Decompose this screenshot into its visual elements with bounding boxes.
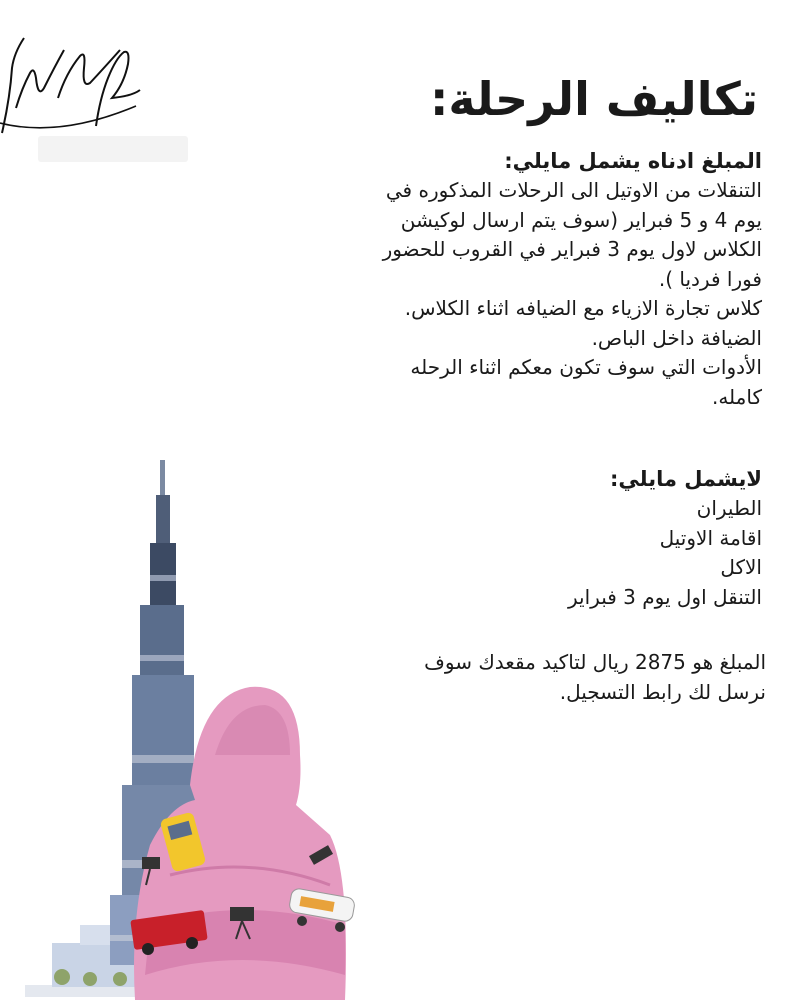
- excluded-section: [322, 464, 762, 612]
- excluded-line: اقامة الاوتيل: [659, 525, 762, 550]
- tower-hoodie-illustration: [0, 455, 380, 1000]
- excluded-line: الاكل: [720, 555, 762, 579]
- included-line: الضيافة داخل الباص.: [591, 325, 762, 350]
- excluded-heading: لايشمل مايلي:: [609, 467, 762, 491]
- price-line: المبلغ هو 2875 ريال لتاكيد مقعدك سوف: [424, 650, 766, 674]
- excluded-line: الطيران: [696, 496, 762, 520]
- price-section: [346, 648, 766, 707]
- included-line: التنقلات من الاوتيل الى الرحلات المذكوره في: [385, 178, 762, 202]
- included-line: كامله.: [711, 384, 762, 409]
- included-section: [322, 146, 762, 412]
- included-line: الكلاس لاول يوم 3 فبراير في القروب للحضور: [382, 237, 762, 261]
- price-line: نرسل لك رابط التسجيل.: [559, 679, 766, 704]
- included-line: فورا فرديا ).: [658, 266, 762, 291]
- included-line: يوم 4 و 5 فبراير (سوف يتم ارسال لوكيشن: [400, 207, 762, 232]
- signature-logo: [0, 28, 190, 163]
- included-heading: المبلغ ادناه يشمل مايلي:: [504, 149, 762, 173]
- excluded-line: التنقل اول يوم 3 فبراير: [568, 584, 762, 609]
- page-title: تكاليف الرحلة:: [429, 72, 758, 126]
- included-line: كلاس تجارة الازياء مع الضيافه اثناء الكلاس.: [404, 296, 762, 320]
- included-line: الأدوات التي سوف تكون معكم اثناء الرحله: [410, 355, 762, 379]
